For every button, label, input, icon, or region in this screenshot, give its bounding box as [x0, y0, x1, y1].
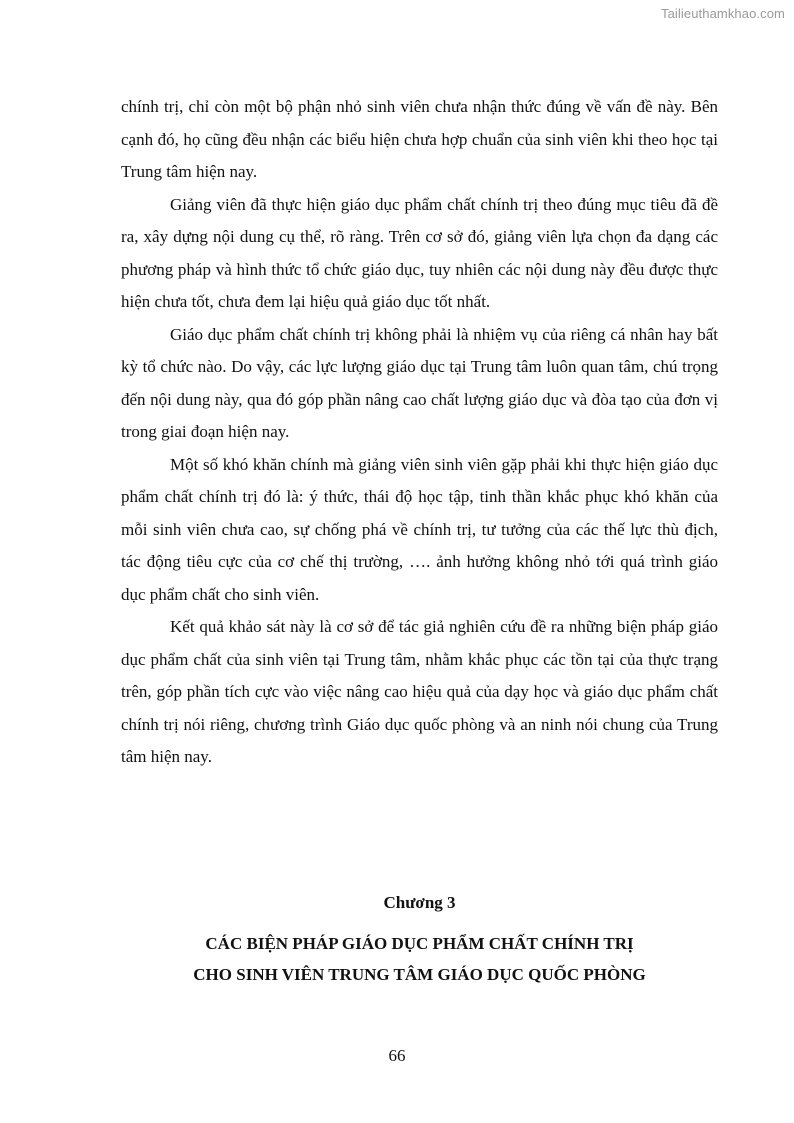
paragraph: Giảng viên đã thực hiện giáo dục phẩm chất chính trị theo đúng mục tiêu đã đề ra, xây dựng nội dung cụ thể, rõ ràng. Trên cơ sở đó, giảng viên lựa chọn đa dạng các phương pháp và hình thức tổ chức giáo dục, tuy nhiên các nội dung này đều được thực hiện chưa tốt, chưa đem lại hiệu quả giáo dục tốt nhất. [121, 194, 718, 311]
paragraph: Một số khó khăn chính mà giảng viên sinh viên gặp phải khi thực hiện giáo dục phẩm chất chính trị đó là: ý thức, thái độ học tập, tinh thần khắc phục khó khăn của mỗi sinh viên chưa cao, sự chống phá về chính trị, tư tưởng của các thế lực thù địch, tác động tiêu cực của cơ chế thị trường, …. ảnh hưởng không nhỏ tới quá trình giáo dục phẩm chất cho sinh viên. [121, 454, 718, 604]
paragraph-continuation: chính trị, chỉ còn một bộ phận nhỏ sinh viên chưa nhận thức đúng về vấn đề này. Bên cạnh đó, họ cũng đều nhận các biểu hiện chưa hợp chuẩn của sinh viên khi theo học tại Trung tâm hiện nay. [121, 97, 718, 181]
paragraph: Kết quả khảo sát này là cơ sở để tác giả nghiên cứu đề ra những biện pháp giáo dục phẩm chất của sinh viên tại Trung tâm, nhằm khắc phục các tồn tại của thực trạng trên, góp phần tích cực vào việc nâng cao hiệu quả của dạy học và giáo dục phẩm chất chính trị nói riêng, chương trình Giáo dục quốc phòng và an ninh nói chung của Trung tâm hiện nay. [121, 617, 718, 766]
chapter-title-line: CÁC BIỆN PHÁP GIÁO DỤC PHẨM CHẤT CHÍNH TRỊ [205, 934, 634, 953]
body-text [121, 91, 718, 774]
chapter-title [121, 928, 718, 990]
paragraph: Giáo dục phẩm chất chính trị không phải là nhiệm vụ của riêng cá nhân hay bất kỳ tổ chức nào. Do vậy, các lực lượng giáo dục tại Trung tâm luôn quan tâm, chú trọng đến nội dung này, qua đó góp phần nâng cao chất lượng giáo dục và đòa tạo của đơn vị trong giai đoạn hiện nay. [121, 324, 718, 441]
chapter-title-line: CHO SINH VIÊN TRUNG TÂM GIÁO DỤC QUỐC PHÒNG [193, 965, 646, 984]
watermark: Tailieuthamkhao.com [660, 6, 785, 21]
page-number: 66 [388, 1046, 406, 1065]
chapter-number: Chương 3 [383, 893, 456, 912]
chapter-heading [121, 889, 718, 990]
